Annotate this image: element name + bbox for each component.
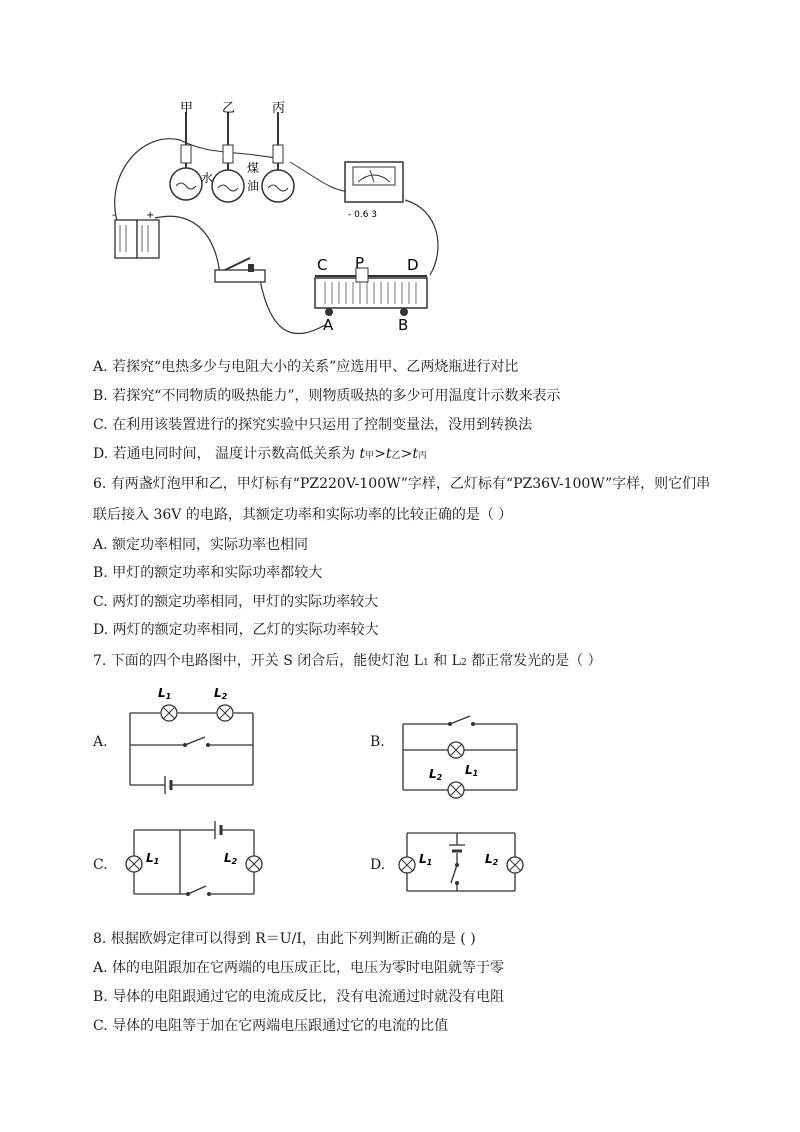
label-l: L bbox=[158, 686, 166, 700]
svg-text:-: - bbox=[112, 210, 116, 221]
q5-option-d bbox=[93, 444, 427, 466]
label-l: L bbox=[419, 852, 427, 866]
label-sub: 1 bbox=[153, 857, 160, 866]
label-sub: 1 bbox=[426, 858, 433, 867]
t-symbol: t bbox=[359, 446, 366, 462]
rheostat-label-d: D bbox=[407, 256, 419, 274]
q7-stem-text: 7. 下面的四个电路图中，开关 S 闭合后，能使灯泡 L bbox=[93, 653, 424, 669]
q7-sub-1: 1 bbox=[423, 658, 429, 668]
lamp-upper-icon bbox=[448, 742, 464, 758]
rheostat-label-p: P bbox=[355, 254, 365, 272]
liquid-label-water: 水 bbox=[201, 171, 214, 185]
liquid-label-you: 油 bbox=[247, 179, 260, 193]
flask-jia bbox=[170, 112, 202, 200]
svg-text:L2 bbox=[429, 767, 443, 782]
q7-label-c: C. bbox=[93, 857, 108, 873]
q6-option-b: B. 甲灯的额定功率和实际功率都较大 bbox=[93, 565, 323, 581]
label-sub: 1 bbox=[165, 692, 172, 701]
flask-yi bbox=[212, 112, 244, 202]
svg-text:L1 bbox=[465, 763, 478, 778]
liquid-label-mei: 煤 bbox=[247, 161, 260, 175]
svg-text:L1 bbox=[419, 852, 432, 867]
label-l: L bbox=[214, 686, 222, 700]
svg-text:L2 bbox=[485, 852, 499, 867]
q8-stem: 8. 根据欧姆定律可以得到 R＝U/I，由此下列判断正确的是 ( ) bbox=[93, 931, 476, 947]
q6-option-a: A. 额定功率相同，实际功率也相同 bbox=[93, 537, 309, 553]
flask-label-yi: 乙 bbox=[222, 101, 236, 116]
q7-stem-mid: 和 L bbox=[428, 653, 461, 669]
flask-label-jia: 甲 bbox=[180, 101, 194, 116]
q7-label-b: B. bbox=[370, 734, 385, 750]
gt-sign: > bbox=[374, 446, 386, 462]
label-l: L bbox=[485, 852, 493, 866]
svg-text:L2 bbox=[224, 851, 238, 866]
q7-stem-suffix: 都正常发光的是（ ） bbox=[466, 653, 602, 669]
knife-switch bbox=[215, 258, 265, 282]
q5-option-b: B. 若探究“不同物质的吸热能力”，则物质吸热的多少可用温度计示数来表示 bbox=[93, 388, 561, 404]
sub-yi: 乙 bbox=[391, 451, 401, 461]
q5-option-a: A. 若探究“电热多少与电阻大小的关系”应选用甲、乙两烧瓶进行对比 bbox=[93, 359, 519, 375]
label-l: L bbox=[146, 851, 154, 865]
q7-sub-2: 2 bbox=[460, 658, 467, 668]
circuit-c bbox=[118, 812, 268, 902]
label-l: L bbox=[224, 851, 232, 865]
flask-label-bing: 丙 bbox=[272, 101, 286, 116]
circuit-b bbox=[395, 712, 525, 802]
lamp-left-icon bbox=[126, 856, 142, 872]
t-symbol: t bbox=[385, 446, 392, 462]
rheostat-label-c: C bbox=[317, 256, 328, 274]
q8-option-a: A. 体的电阻跟加在它两端的电压成正比，电压为零时电阻就等于零 bbox=[93, 960, 505, 976]
lamp-lower-icon bbox=[448, 782, 464, 798]
q8-option-b: B. 导体的电阻跟通过它的电流成反比，没有电流通过时就没有电阻 bbox=[93, 989, 505, 1005]
q6-stem-line1: 6. 有两盏灯泡甲和乙，甲灯标有“PZ220V-100W”字样，乙灯标有“PZ36V-100W”字样，则它们串 bbox=[93, 476, 711, 492]
label-l: L bbox=[429, 767, 437, 781]
label-sub: 2 bbox=[231, 857, 238, 866]
label-sub: 1 bbox=[472, 769, 479, 778]
gt-sign: > bbox=[400, 446, 413, 462]
sub-bing: 丙 bbox=[417, 451, 427, 461]
svg-text:L1 bbox=[158, 686, 171, 701]
lamp-l1-icon bbox=[161, 705, 177, 721]
label-sub: 2 bbox=[492, 858, 499, 867]
q7-label-d: D. bbox=[370, 857, 386, 873]
svg-text:+: + bbox=[146, 210, 155, 221]
t-symbol: t bbox=[412, 446, 418, 462]
q7-stem bbox=[93, 651, 602, 673]
label-sub: 2 bbox=[436, 773, 443, 782]
lamp-right-icon bbox=[507, 857, 523, 873]
q5-option-d-text: D. 若通电同时间， 温度计示数高低关系为 bbox=[93, 446, 360, 462]
lamp-right-icon bbox=[246, 856, 262, 872]
circuit-d bbox=[395, 825, 530, 900]
svg-text:L2 bbox=[214, 686, 228, 701]
q5-option-c: C. 在利用该装置进行的探究实验中只运用了控制变量法，没用到转换法 bbox=[93, 417, 533, 433]
q8-option-c: C. 导体的电阻等于加在它两端电压跟通过它的电流的比值 bbox=[93, 1018, 449, 1034]
label-l: L bbox=[465, 763, 473, 777]
experiment-apparatus-figure bbox=[100, 100, 460, 345]
q6-option-d: D. 两灯的额定功率相同，乙灯的实际功率较大 bbox=[93, 622, 379, 638]
sub-jia: 甲 bbox=[365, 451, 375, 461]
circuit-a bbox=[120, 680, 260, 800]
q6-option-c: C. 两灯的额定功率相同，甲灯的实际功率较大 bbox=[93, 594, 379, 610]
svg-text:L1 bbox=[146, 851, 159, 866]
sliding-rheostat bbox=[315, 268, 427, 316]
ammeter-scale: - 0.6 3 bbox=[348, 210, 378, 220]
rheostat-label-a: A bbox=[323, 316, 334, 334]
q7-label-a: A. bbox=[93, 734, 108, 750]
q6-stem-line2: 联后接入 36V 的电路，其额定功率和实际功率的比较正确的是（ ） bbox=[93, 507, 513, 523]
label-sub: 2 bbox=[221, 692, 228, 701]
ammeter bbox=[345, 162, 403, 202]
lamp-l2-icon bbox=[217, 705, 233, 721]
battery bbox=[112, 210, 159, 258]
rheostat-label-b: B bbox=[398, 316, 409, 334]
lamp-left-icon bbox=[399, 857, 415, 873]
